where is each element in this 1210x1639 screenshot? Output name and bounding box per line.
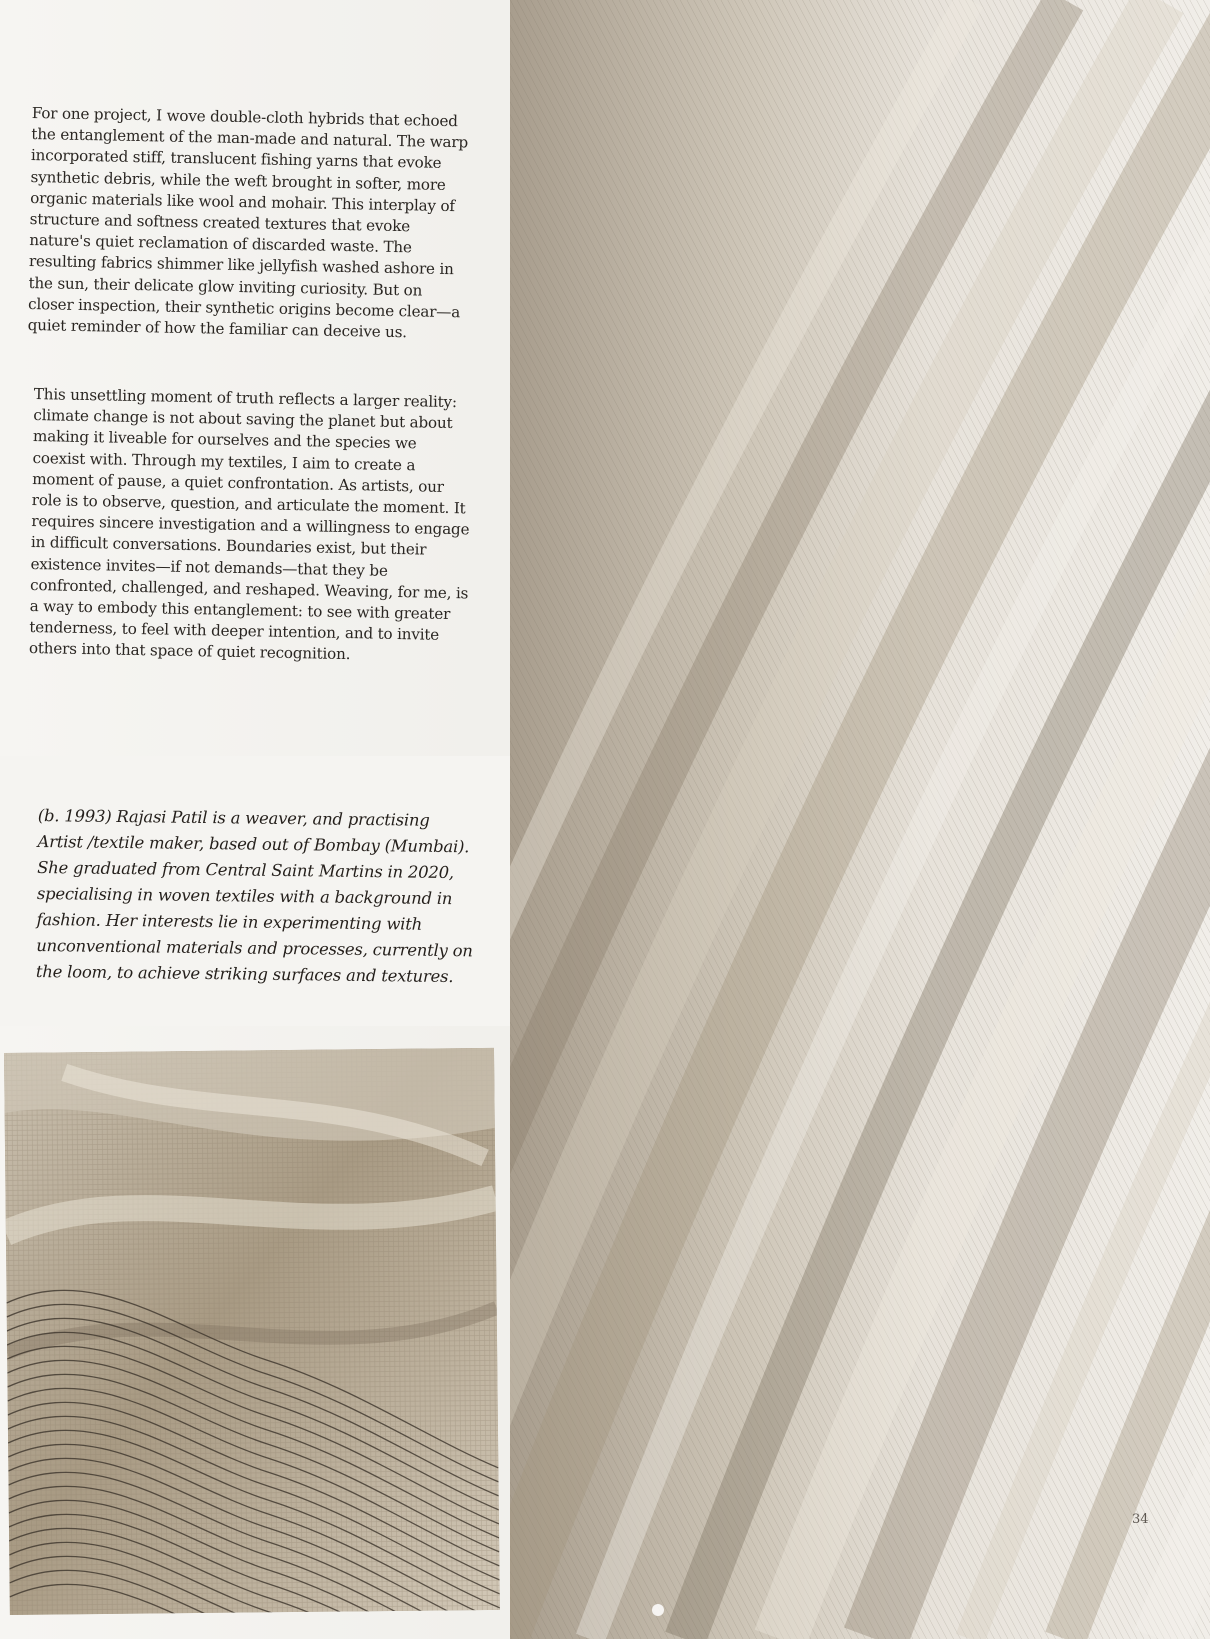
page-number: 34 xyxy=(1132,1512,1149,1527)
article-paragraph-1: For one project, I wove double-cloth hybrids that echoed the entanglement of the man-made and natural. The warp incorporated stiff, translucent fishing yarns that evoke synthetic debris, while the weft brought in softer, more organic materials like wool and mohair. This interplay of structure and softness created textures that evoke nature's quiet reclamation of discarded waste. The resulting fabrics shimmer like jellyfish washed ashore in the sun, their delicate glow inviting curiosity. But on closer inspection, their synthetic origins become clear—a quiet reminder of how the familiar can deceive us. xyxy=(27,103,469,342)
carousel-indicator-dot xyxy=(652,1604,664,1616)
article-paragraph-2: This unsettling moment of truth reflects a larger reality: climate change is not about saving the planet but about making it liveable for ourselves and the species we coexist with. Through my textiles, I aim to create a moment of pause, a quiet confrontation. As artists, our role is to observe, question, and articulate the moment. It requires sincere investigation and a willingness to engage in difficult conversations. Boundaries exist, but their existence invites—if not demands—that they be confronted, challenged, and reshaped. Weaving, for me, is a way to embody this entanglement: to see with greater tenderness, to feel with deeper intention, and to invite others into that space of quiet recognition. xyxy=(28,384,470,664)
artist-bio: (b. 1993) Rajasi Patil is a weaver, and practising Artist /textile maker, based out of Bombay (Mumbai). She graduated from Central Saint Martins in 2020, specialising in woven textiles with a background in fashion. Her interests lie in experimenting with unconventional materials and processes, currently on the loom, to achieve striking surfaces and textures. xyxy=(35,805,473,987)
woven-fabric-photo-detail xyxy=(4,1048,500,1615)
woven-fabric-photo-main xyxy=(510,0,1210,1639)
